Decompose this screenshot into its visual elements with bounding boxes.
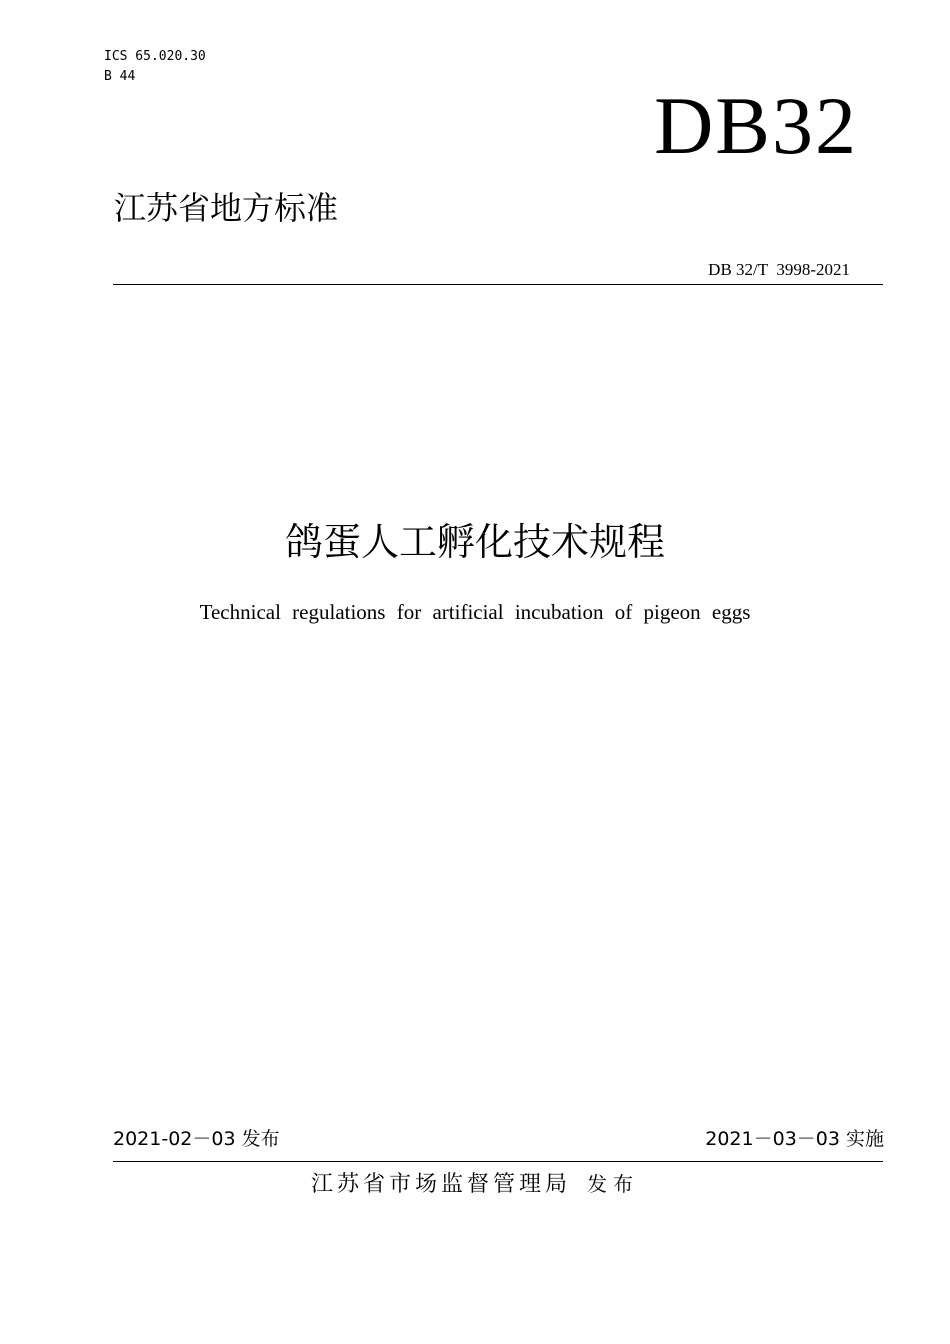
bottom-divider — [113, 1161, 883, 1162]
ccs-code: B 44 — [104, 69, 136, 84]
publisher-org: 江苏省市场监督管理局 — [310, 1172, 571, 1197]
ics-code: ICS 65.020.30 — [104, 49, 206, 64]
db-logo: DB32 — [654, 80, 858, 171]
standard-type: 江苏省地方标准 — [114, 189, 339, 227]
implementation-date: 2021－03－03 实施 — [705, 1128, 884, 1150]
publisher — [0, 1168, 950, 1201]
title-english: Technical regulations for artificial incubation of pigeon eggs — [199, 600, 751, 624]
standard-number: DB 32/T 3998-2021 — [708, 260, 850, 279]
publisher-action: 发布 — [587, 1172, 639, 1196]
issue-date: 2021-02－03 发布 — [113, 1128, 280, 1150]
classification-codes — [104, 47, 206, 87]
top-divider — [113, 284, 883, 285]
title-chinese: 鸽蛋人工孵化技术规程 — [284, 520, 665, 564]
